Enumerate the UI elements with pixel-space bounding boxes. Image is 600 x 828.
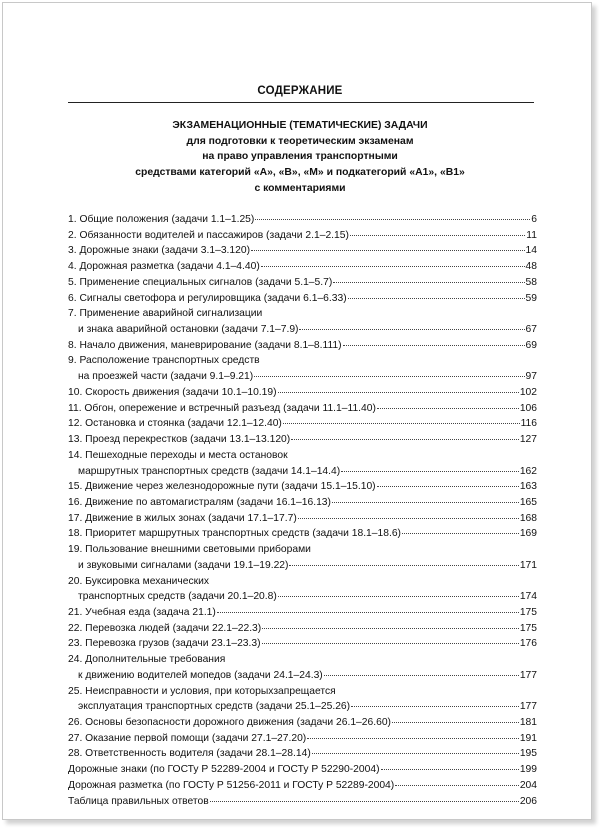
toc-entry-line [68,778,537,794]
toc-page-number: 206 [519,795,537,807]
toc-entry-title: 23. Перевозка грузов (задачи 23.1–23.3) [68,638,261,650]
toc-dot-leader [332,502,519,503]
subtitle-line: на право управления транспортными [202,151,398,163]
toc-entry [68,636,537,652]
toc-page-number: 69 [525,339,537,351]
toc-page-number: 191 [519,732,537,744]
toc-dot-leader [348,298,525,299]
toc-entry-title: 2. Обязанности водителей и пассажиров (задачи 2.1–2.15) [68,229,349,241]
toc-entry [68,762,537,778]
toc-entry [68,306,537,337]
toc-entry [68,353,537,384]
toc-entry-title: 9. Расположение транспортных средств [68,355,260,367]
toc-entry-line [68,684,537,700]
toc-entry-line [68,385,537,401]
toc-dot-leader [299,329,524,330]
toc-dot-leader [343,345,525,346]
toc-entry-line [68,416,537,432]
section-subtitle [0,118,600,197]
toc-page-number: 97 [525,371,537,383]
toc-page-number: 199 [519,764,537,776]
toc-page-number: 48 [525,261,537,273]
toc-page-number: 6 [531,214,537,225]
toc-entry [68,401,537,417]
toc-dot-leader [298,518,519,519]
toc-page-number: 14 [525,245,537,257]
toc-entry-title: 17. Движение в жилых зонах (задачи 17.1–17.7) [68,512,297,524]
toc-entry-line [68,228,537,244]
toc-entry [68,385,537,401]
toc-dot-leader [402,533,519,534]
toc-dot-leader [283,423,520,424]
toc-entry [68,228,537,244]
toc-entry-title: 4. Дорожная разметка (задачи 4.1–4.40) [68,261,260,273]
toc-entry-line [68,495,537,511]
toc-dot-leader [291,439,519,440]
toc-entry-title: маршрутных транспортных средств (задачи 14.1–14.4) [78,465,341,477]
toc-page-number: 58 [525,276,537,288]
toc-entry-line [68,448,537,464]
toc-entry-title: транспортных средств (задачи 20.1–20.8) [78,591,277,603]
toc-entry-title: 18. Приоритет маршрутных транспортных средств (задачи 18.1–18.6) [68,528,401,540]
subtitle-line: с комментариями [254,182,346,194]
toc-entry [68,495,537,511]
toc-page-number: 67 [525,324,537,336]
toc-entry-title: 24. Дополнительные требования [68,654,226,666]
toc-entry [68,291,537,307]
toc-entry [68,511,537,527]
toc-entry-title: Таблица правильных ответов [68,795,209,807]
toc-dot-leader [289,565,518,566]
toc-entry-title: 7. Применение аварийной сигнализации [68,308,263,320]
toc-dot-leader [262,628,519,629]
toc-entry-title: 21. Учебная езда (задача 21.1) [68,606,216,618]
toc-entry-line [68,212,537,228]
toc-entry [68,526,537,542]
toc-entry-line [68,636,537,652]
toc-entry [68,778,537,794]
toc-page-number: 171 [519,559,537,571]
toc-entry-line [68,542,537,558]
toc-entry [68,715,537,731]
toc-entry-line [68,291,537,307]
toc-entry-title: 13. Проезд перекрестков (задачи 13.1–13.120) [68,434,291,446]
toc-entry-title: 26. Основы безопасности дорожного движения (задачи 26.1–26.60) [68,717,391,728]
toc-dot-leader [377,486,519,487]
toc-entry-title: 10. Скорость движения (задачи 10.1–10.19) [68,386,277,398]
toc-dot-leader [312,753,519,754]
toc-entry-title: 5. Применение специальных сигналов (задачи 5.1–5.7) [68,276,333,288]
toc-dot-leader [324,675,519,676]
toc-page-number: 106 [519,402,537,414]
toc-entry [68,432,537,448]
toc-dot-leader [351,706,519,707]
heading-rule [68,102,534,103]
toc-entry-line [68,322,537,338]
toc-entry-title: 28. Ответственность водителя (задачи 28.1–28.14) [68,748,311,760]
toc-entry [68,731,537,747]
toc-entry-line [68,652,537,668]
toc-entry-title: 25. Неисправности и условия, при которыхзапрещается [68,685,336,697]
toc-entry-line [68,668,537,684]
subtitle-line: для подготовки к теоретическим экзаменам [186,135,414,147]
toc-entry-line [68,259,537,275]
toc-page-number: 181 [519,717,537,728]
toc-dot-leader [307,738,519,739]
toc-entry-title: 6. Сигналы светофора и регулировщика (задачи 6.1–6.33) [68,292,347,304]
toc-dot-leader [262,643,519,644]
toc-entry-line [68,558,537,574]
toc-page-number: 175 [519,606,537,618]
toc-dot-leader [278,392,519,393]
toc-entry-title: эксплуатация транспортных средств (задачи 25.1–25.26) [78,701,351,713]
toc-entry-title: 20. Буксировка механических [68,575,210,587]
toc-page-number: 169 [519,528,537,540]
toc-page-number: 175 [519,622,537,634]
toc-page-number: 59 [525,292,537,304]
toc-page-number: 176 [519,638,537,650]
toc-entry-title: Дорожные знаки (по ГОСТу Р 52289-2004 и ГОСТу Р 52290-2004) [68,764,380,776]
toc-page-number: 177 [519,701,537,713]
subtitle-line: средствами категорий «А», «В», «М» и подкатегорий «А1», «В1» [135,167,465,179]
toc-entry [68,212,537,228]
toc-entry-line [68,369,537,385]
toc-entry-title: 8. Начало движения, маневрирование (задачи 8.1–8.111) [68,339,342,351]
toc-entry-line [68,511,537,527]
toc-entry [68,259,537,275]
toc-entry-line [68,794,537,810]
toc-entry-title: 1. Общие положения (задачи 1.1–1.25) [68,214,255,225]
toc-dot-leader [377,408,519,409]
toc-entry-line [68,731,537,747]
toc-entry [68,794,537,810]
toc-entry [68,746,537,762]
toc-entry-title: 19. Пользование внешними световыми приборами [68,544,311,556]
toc-entry [68,243,537,259]
toc-page-number: 174 [519,591,537,603]
toc-entry-line [68,479,537,495]
toc-dot-leader [333,282,524,283]
toc-entry-title: 14. Пешеходные переходы и места остановок [68,449,288,461]
toc-entry [68,605,537,621]
toc-dot-leader [254,376,524,377]
toc-entry-title: 16. Движение по автомагистралям (задачи 16.1–16.13) [68,496,331,508]
toc-dot-leader [210,801,519,802]
toc-dot-leader [251,250,525,251]
toc-page-number: 163 [519,481,537,493]
toc-entry [68,338,537,354]
page-heading: СОДЕРЖАНИЕ [257,85,343,97]
toc-entry-line [68,699,537,715]
toc-entry-title: на проезжей части (задачи 9.1–9.21) [78,371,254,383]
toc-entry [68,416,537,432]
toc-dot-leader [278,596,519,597]
toc-dot-leader [395,785,519,786]
toc-entry-line [68,306,537,322]
toc-page-number: 11 [526,229,537,241]
toc-page-number: 168 [519,512,537,524]
toc-entry-title: Дорожная разметка (по ГОСТу Р 51256-2011 и ГОСТу Р 52289-2004) [68,779,395,791]
toc-entry-title: 27. Оказание первой помощи (задачи 27.1–27.20) [68,732,307,744]
subtitle-line: ЭКЗАМЕНАЦИОННЫЕ (ТЕМАТИЧЕСКИЕ) ЗАДАЧИ [172,120,428,131]
toc-page-number: 177 [519,669,537,681]
toc-entry [68,542,537,573]
toc-entry-line [68,589,537,605]
toc-entry [68,684,537,715]
toc-entry-line [68,401,537,417]
toc-page-number: 127 [519,434,537,446]
toc-dot-leader [350,235,525,236]
toc-dot-leader [217,612,519,613]
toc-entry-line [68,762,537,778]
toc-entry-line [68,353,537,369]
toc-entry-title: 22. Перевозка людей (задачи 22.1–22.3) [68,622,262,634]
toc-entry-line [68,243,537,259]
toc-page-number: 116 [520,418,537,430]
toc-page-number: 102 [519,386,537,398]
toc-entry-title: к движению водителей мопедов (задачи 24.1–24.3) [78,669,323,681]
toc-entry-title: 15. Движение через железнодорожные пути (задачи 15.1–15.10) [68,481,376,493]
toc-entry-line [68,621,537,637]
toc-entry-line [68,574,537,590]
toc-entry-line [68,432,537,448]
toc-dot-leader [255,219,530,220]
toc-entry [68,574,537,605]
toc-entry [68,275,537,291]
toc-entry-title: 11. Обгон, опережение и встречный разъезд (задачи 11.1–11.40) [68,402,376,414]
toc-dot-leader [381,769,519,770]
toc-entry-title: и звуковыми сигналами (задачи 19.1–19.22) [78,559,289,571]
toc-page-number: 162 [519,465,537,477]
toc-entry [68,479,537,495]
toc-page-number: 195 [519,748,537,760]
toc-entry-line [68,605,537,621]
toc-entry-title: и знака аварийной остановки (задачи 7.1–7.9) [78,324,299,336]
toc-entry [68,621,537,637]
toc-entry-line [68,338,537,354]
toc-entry-line [68,464,537,480]
toc-page-number: 204 [519,779,537,791]
toc-dot-leader [392,722,519,723]
toc-entry-title: 3. Дорожные знаки (задачи 3.1–3.120) [68,245,251,257]
toc-entry-line [68,715,537,731]
toc-entry-line [68,746,537,762]
toc-entry-line [68,275,537,291]
toc-entry-line [68,526,537,542]
toc-dot-leader [341,471,519,472]
toc-page-number: 165 [519,496,537,508]
toc-entry [68,652,537,683]
table-of-contents [68,212,537,809]
toc-entry [68,448,537,479]
toc-entry-title: 12. Остановка и стоянка (задачи 12.1–12.40) [68,418,282,430]
toc-dot-leader [261,266,525,267]
